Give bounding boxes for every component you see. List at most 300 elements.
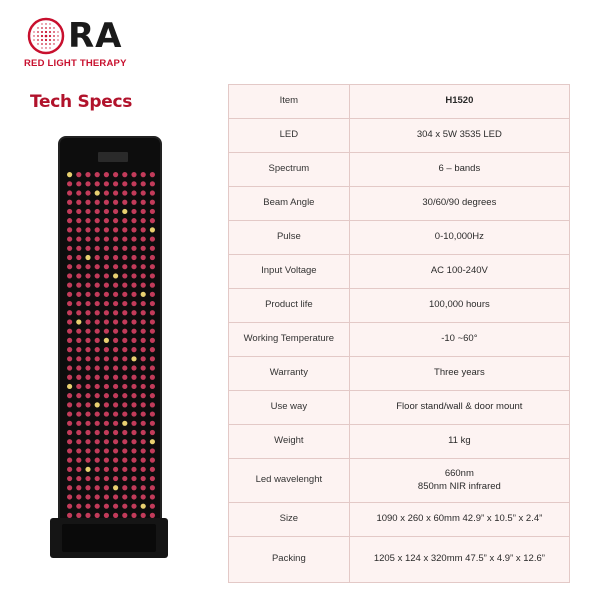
led — [76, 347, 81, 352]
led — [76, 448, 81, 453]
led — [67, 430, 72, 435]
led — [131, 264, 136, 269]
led — [131, 365, 136, 370]
led — [85, 200, 90, 205]
led — [131, 329, 136, 334]
led — [113, 494, 118, 499]
led-grid — [65, 170, 157, 520]
led — [85, 411, 90, 416]
led — [131, 172, 136, 177]
spec-value-line: 6 – bands — [438, 163, 481, 175]
led — [113, 172, 118, 177]
led — [76, 264, 81, 269]
led — [113, 301, 118, 306]
led — [85, 504, 90, 509]
led — [76, 273, 81, 278]
spec-value-line: 850nm NIR infrared — [417, 480, 501, 492]
spec-value-line: 1090 x 260 x 60mm 42.9” x 10.5” x 2.4” — [376, 513, 543, 525]
section-title: Tech Specs — [30, 92, 133, 112]
led — [131, 347, 136, 352]
led — [85, 485, 90, 490]
led — [113, 402, 118, 407]
spec-value — [349, 323, 569, 357]
led — [67, 504, 72, 509]
led — [104, 430, 109, 435]
led — [85, 301, 90, 306]
led — [150, 218, 155, 223]
led — [95, 467, 100, 472]
led — [122, 458, 127, 463]
led — [113, 347, 118, 352]
led — [122, 393, 127, 398]
led — [122, 347, 127, 352]
led — [104, 494, 109, 499]
spec-value — [349, 425, 569, 459]
led — [85, 338, 90, 343]
led — [122, 292, 127, 297]
led — [150, 338, 155, 343]
led — [113, 467, 118, 472]
led — [85, 209, 90, 214]
led — [150, 181, 155, 186]
led — [67, 494, 72, 499]
led — [67, 292, 72, 297]
led — [67, 236, 72, 241]
spec-value-line: -10 ~60° — [441, 333, 478, 345]
led — [104, 227, 109, 232]
spec-value — [349, 119, 569, 153]
led — [104, 504, 109, 509]
led — [113, 236, 118, 241]
led — [113, 458, 118, 463]
spec-row — [229, 85, 570, 119]
led — [150, 347, 155, 352]
led — [150, 411, 155, 416]
led — [150, 292, 155, 297]
led — [76, 292, 81, 297]
led — [150, 504, 155, 509]
led — [113, 181, 118, 186]
led — [131, 467, 136, 472]
led — [67, 476, 72, 481]
led — [104, 458, 109, 463]
led — [131, 411, 136, 416]
led — [76, 458, 81, 463]
led — [67, 439, 72, 444]
led — [67, 246, 72, 251]
led — [122, 485, 127, 490]
led — [95, 329, 100, 334]
led — [141, 393, 146, 398]
led — [76, 236, 81, 241]
led — [113, 273, 118, 278]
led — [141, 310, 146, 315]
led — [150, 200, 155, 205]
led — [113, 448, 118, 453]
led — [150, 283, 155, 288]
led — [113, 283, 118, 288]
spec-value-line: 1205 x 124 x 320mm 47.5” x 4.9” x 12.6” — [373, 553, 545, 565]
led — [141, 375, 146, 380]
led — [67, 356, 72, 361]
led — [95, 181, 100, 186]
led — [85, 246, 90, 251]
spec-value — [349, 357, 569, 391]
spec-value — [349, 187, 569, 221]
led — [76, 172, 81, 177]
led — [67, 485, 72, 490]
led — [67, 393, 72, 398]
led — [113, 476, 118, 481]
led — [150, 301, 155, 306]
led — [141, 190, 146, 195]
led — [122, 494, 127, 499]
led — [76, 283, 81, 288]
spec-row — [229, 187, 570, 221]
led-panel-device-image — [50, 136, 168, 562]
led — [113, 338, 118, 343]
stand-base — [62, 524, 156, 552]
led — [150, 172, 155, 177]
led — [122, 476, 127, 481]
led — [131, 227, 136, 232]
spec-value — [349, 459, 569, 503]
led — [95, 200, 100, 205]
led — [104, 190, 109, 195]
led — [113, 200, 118, 205]
led — [85, 172, 90, 177]
led — [141, 209, 146, 214]
led — [85, 467, 90, 472]
led — [131, 200, 136, 205]
led — [113, 384, 118, 389]
led — [131, 421, 136, 426]
led — [76, 310, 81, 315]
led — [104, 246, 109, 251]
led — [85, 319, 90, 324]
led — [76, 227, 81, 232]
led — [150, 329, 155, 334]
led — [131, 439, 136, 444]
led — [131, 356, 136, 361]
led — [131, 384, 136, 389]
led — [150, 458, 155, 463]
spec-label: Size — [229, 503, 350, 537]
led — [95, 246, 100, 251]
led — [104, 329, 109, 334]
led — [85, 264, 90, 269]
led — [85, 329, 90, 334]
led — [122, 227, 127, 232]
led — [76, 439, 81, 444]
spec-value — [349, 153, 569, 187]
led — [76, 200, 81, 205]
spec-value-line: Floor stand/wall & door mount — [396, 401, 523, 413]
led — [141, 264, 146, 269]
led — [141, 476, 146, 481]
led — [141, 411, 146, 416]
led — [150, 384, 155, 389]
led — [122, 467, 127, 472]
spec-label: Item — [229, 85, 350, 119]
led — [95, 283, 100, 288]
led — [113, 264, 118, 269]
led — [76, 375, 81, 380]
led — [85, 190, 90, 195]
led — [122, 402, 127, 407]
led — [150, 365, 155, 370]
spec-row — [229, 391, 570, 425]
led — [67, 227, 72, 232]
led — [67, 200, 72, 205]
led — [141, 448, 146, 453]
led — [67, 218, 72, 223]
led — [150, 485, 155, 490]
led — [95, 172, 100, 177]
brand-tagline: RED LIGHT THERAPY — [24, 58, 127, 69]
led — [113, 246, 118, 251]
led — [141, 181, 146, 186]
led — [122, 430, 127, 435]
spec-value — [349, 537, 569, 583]
led — [150, 246, 155, 251]
led — [141, 467, 146, 472]
spec-row — [229, 357, 570, 391]
floor-stand — [50, 518, 168, 558]
led — [95, 494, 100, 499]
led — [141, 319, 146, 324]
led — [76, 209, 81, 214]
spec-label: Warranty — [229, 357, 350, 391]
led — [67, 264, 72, 269]
led — [76, 218, 81, 223]
led — [150, 393, 155, 398]
led — [95, 485, 100, 490]
led — [141, 384, 146, 389]
led — [104, 319, 109, 324]
led — [122, 246, 127, 251]
led — [104, 467, 109, 472]
led — [141, 347, 146, 352]
led — [76, 430, 81, 435]
led — [131, 448, 136, 453]
spec-label: Use way — [229, 391, 350, 425]
led — [150, 476, 155, 481]
led — [67, 301, 72, 306]
led — [122, 190, 127, 195]
led — [141, 227, 146, 232]
led — [131, 255, 136, 260]
led — [122, 273, 127, 278]
device-panel — [58, 136, 162, 526]
led — [85, 310, 90, 315]
spec-value-line: H1520 — [445, 95, 474, 107]
led — [113, 485, 118, 490]
led — [141, 246, 146, 251]
led — [104, 209, 109, 214]
led — [95, 393, 100, 398]
led — [67, 375, 72, 380]
led — [141, 430, 146, 435]
led — [122, 365, 127, 370]
led — [113, 310, 118, 315]
led — [85, 476, 90, 481]
led — [141, 421, 146, 426]
led — [113, 411, 118, 416]
led — [95, 310, 100, 315]
led — [131, 485, 136, 490]
spec-label: Weight — [229, 425, 350, 459]
led — [85, 384, 90, 389]
led — [122, 338, 127, 343]
spec-row — [229, 119, 570, 153]
led — [95, 227, 100, 232]
spec-row — [229, 289, 570, 323]
led — [141, 439, 146, 444]
led — [67, 181, 72, 186]
led — [131, 181, 136, 186]
led — [122, 255, 127, 260]
led — [85, 218, 90, 223]
led — [67, 384, 72, 389]
led — [104, 218, 109, 223]
led — [141, 273, 146, 278]
led — [141, 338, 146, 343]
led — [85, 227, 90, 232]
led — [85, 365, 90, 370]
led — [150, 421, 155, 426]
led — [141, 365, 146, 370]
led — [131, 458, 136, 463]
led — [131, 430, 136, 435]
globe-logo-icon — [26, 16, 66, 56]
led — [95, 411, 100, 416]
led — [67, 255, 72, 260]
led — [104, 448, 109, 453]
led — [141, 283, 146, 288]
led — [141, 218, 146, 223]
led — [95, 448, 100, 453]
led — [104, 439, 109, 444]
led — [122, 329, 127, 334]
led — [104, 301, 109, 306]
led — [85, 292, 90, 297]
display-screen — [98, 152, 128, 162]
led — [85, 255, 90, 260]
led — [95, 264, 100, 269]
led — [131, 494, 136, 499]
led — [141, 356, 146, 361]
led — [141, 329, 146, 334]
led — [95, 365, 100, 370]
led — [67, 402, 72, 407]
led — [141, 485, 146, 490]
spec-label: Packing — [229, 537, 350, 583]
led — [131, 209, 136, 214]
led — [113, 319, 118, 324]
led — [67, 467, 72, 472]
led — [150, 319, 155, 324]
led — [122, 264, 127, 269]
led — [67, 338, 72, 343]
led — [85, 273, 90, 278]
spec-label: Product life — [229, 289, 350, 323]
led — [104, 476, 109, 481]
spec-row — [229, 153, 570, 187]
led — [150, 264, 155, 269]
led — [122, 310, 127, 315]
led — [131, 283, 136, 288]
led — [85, 181, 90, 186]
brand-logo — [22, 14, 152, 70]
spec-value-line: 30/60/90 degrees — [422, 197, 497, 209]
led — [85, 283, 90, 288]
spec-row — [229, 537, 570, 583]
spec-table — [228, 84, 570, 583]
led — [104, 375, 109, 380]
spec-value-line: 660nm — [444, 467, 474, 479]
led — [67, 421, 72, 426]
led — [122, 411, 127, 416]
spec-row — [229, 503, 570, 537]
led — [113, 365, 118, 370]
control-strip — [68, 142, 152, 164]
led — [95, 273, 100, 278]
led — [122, 283, 127, 288]
led — [76, 365, 81, 370]
led — [67, 365, 72, 370]
led — [150, 402, 155, 407]
led — [104, 292, 109, 297]
led — [131, 301, 136, 306]
led — [104, 356, 109, 361]
led — [95, 439, 100, 444]
led — [95, 209, 100, 214]
led — [67, 319, 72, 324]
spec-label: Led wavelenght — [229, 459, 350, 503]
led — [122, 218, 127, 223]
led — [113, 190, 118, 195]
led — [122, 421, 127, 426]
led — [85, 494, 90, 499]
spec-value-line: AC 100-240V — [430, 265, 488, 277]
led — [122, 200, 127, 205]
led — [150, 209, 155, 214]
spec-value — [349, 85, 569, 119]
led — [150, 310, 155, 315]
led — [150, 236, 155, 241]
led — [67, 347, 72, 352]
led — [113, 393, 118, 398]
led — [76, 301, 81, 306]
led — [76, 384, 81, 389]
led — [85, 236, 90, 241]
led — [104, 181, 109, 186]
led — [122, 319, 127, 324]
led — [141, 292, 146, 297]
led — [67, 329, 72, 334]
led — [131, 292, 136, 297]
led — [76, 485, 81, 490]
led — [85, 430, 90, 435]
spec-row — [229, 323, 570, 357]
led — [113, 356, 118, 361]
led — [95, 218, 100, 223]
led — [95, 301, 100, 306]
led — [67, 172, 72, 177]
spec-value-line: 0-10,000Hz — [434, 231, 484, 243]
led — [67, 458, 72, 463]
